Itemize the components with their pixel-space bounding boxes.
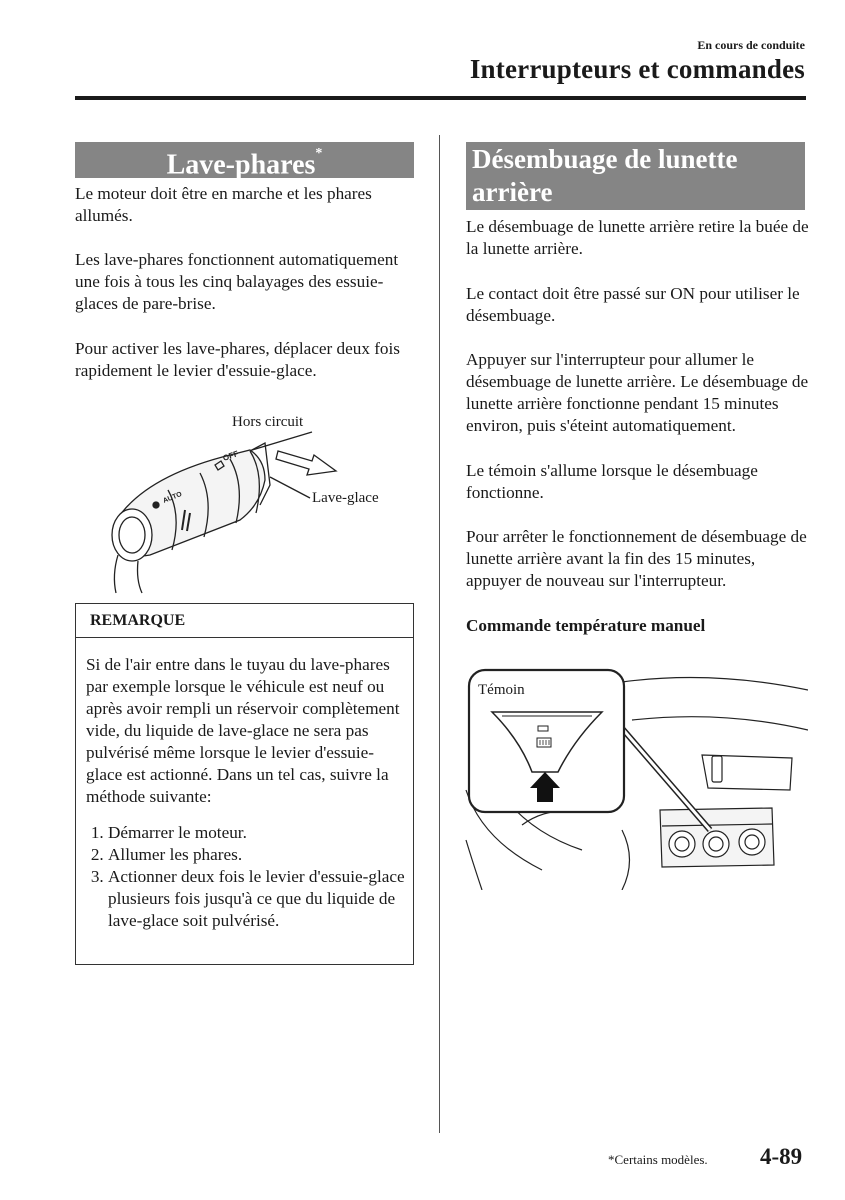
note-text: Si de l'air entre dans le tuyau du lave-phares par exemple lorsque le véhicule est neuf ou après avoir rempli un réservoir complètement vide, du liquide de lave-glace ne sera pas pulvérisé même lorsque le levier d'essuie-glace est actionné. Dans un tel cas, suivre la méthode suivante: [86,655,400,806]
subheading-manual-climate: Commande température manuel [466,616,706,635]
right-paragraph-2: Le contact doit être passé sur ON pour utiliser le désembuage. [466,284,800,325]
chapter-title: Interrupteurs et commandes [469,54,805,84]
pull-arrow-icon [276,451,336,475]
right-paragraph-5: Pour arrêter le fonctionnement de désembuage de lunette arrière avant la fin des 15 minutes, appuyer de nouveau sur l'interrupteur. [466,527,807,590]
note-title: REMARQUE [90,612,186,629]
column-divider [439,135,440,1133]
label-washer: Lave-glace [312,490,379,506]
left-paragraph-3: Pour activer les lave-phares, déplacer deux fois rapidement le levier d'essuie-glace. [75,339,400,380]
label-indicator: Témoin [478,682,525,698]
section-label: En cours de conduite [697,38,805,52]
note-step: 3. Actionner deux fois le levier d'essuie-glace plusieurs fois jusqu'à ce que du liquide de lave-glace soit pulvérisé. [108,866,406,932]
right-paragraph-4: Le témoin s'allume lorsque le désembuage fonctionne. [466,461,758,502]
switch-off-label: OFF [221,448,240,463]
heading-rear-defroster: Désembuage de lunette arrière [466,142,805,210]
left-paragraph-2: Les lave-phares fonctionnent automatiquement une fois à tous les cinq balayages des essuie-glaces de pare-brise. [75,250,399,313]
note-step: 1. Démarrer le moteur. [108,822,406,844]
header-rule [75,96,806,100]
right-paragraph-3: Appuyer sur l'interrupteur pour allumer le désembuage de lunette arrière. Le désembuage de lunette arrière fonctionne pendant 15 minutes environ, puis s'éteint automatiquement. [466,350,809,435]
switch-auto-label: AUTO [162,490,184,505]
footnote: *Certains modèles. [608,1152,708,1167]
label-off-position: Hors circuit [232,414,304,430]
left-paragraph-1: Le moteur doit être en marche et les phares allumés. [75,184,372,225]
note-box [75,603,414,965]
right-paragraph-1: Le désembuage de lunette arrière retire la buée de la lunette arrière. [466,217,809,258]
note-steps [86,822,406,932]
heading-headlamp-washer [75,142,414,181]
note-step: 2. Allumer les phares. [108,844,406,866]
note-header [76,604,413,638]
page-number: 4-89 [760,1144,803,1169]
heading-footnote-mark: * [315,146,323,161]
note-body [86,654,406,932]
heading-headlamp-washer-text: Lave-phares [166,149,316,181]
